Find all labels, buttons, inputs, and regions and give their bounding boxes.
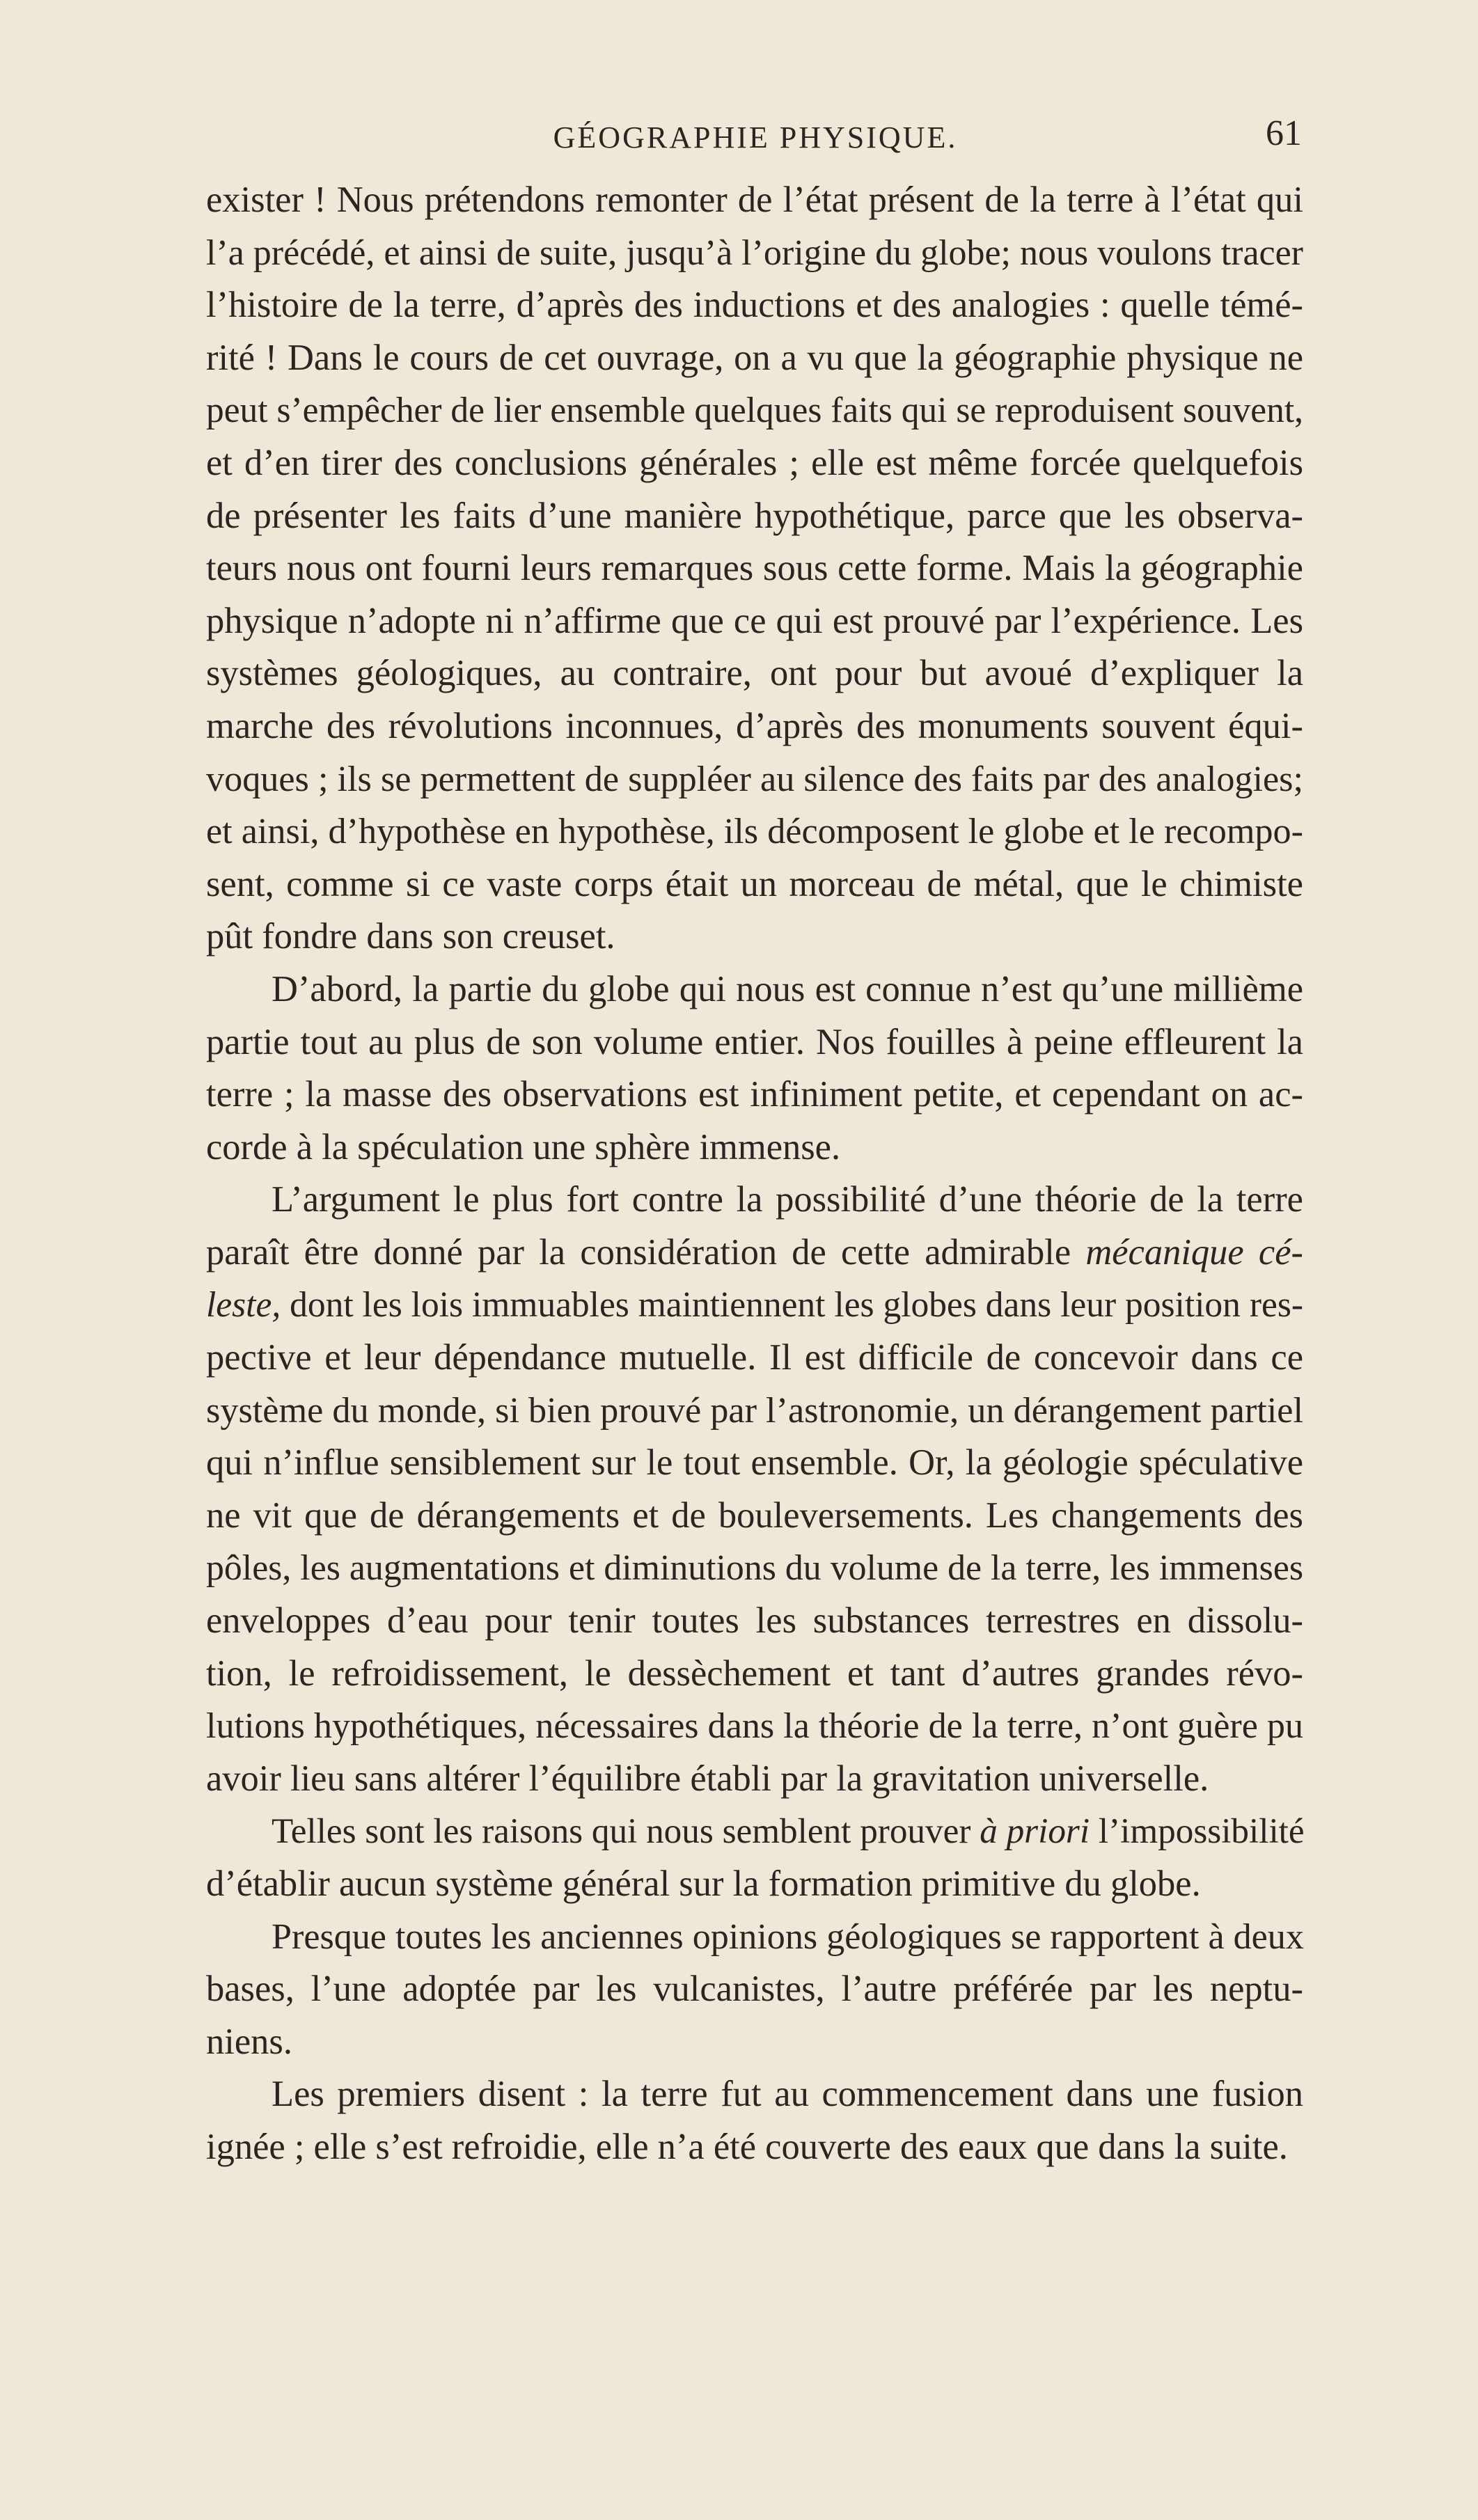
page-number: 61 — [1266, 113, 1302, 153]
paragraph-6 — [206, 2068, 1303, 2173]
text-line: et d’en tirer des conclusions générales ; elle est même forcée quelquefois — [206, 442, 1303, 483]
text-line: pôles, les augmentations et diminutions du volume de la terre, les immenses — [206, 1548, 1303, 1589]
text-line: enveloppes d’eau pour tenir toutes les substances terrestres en dissolu- — [206, 1600, 1303, 1641]
text-line: corde à la spéculation une sphère immense. — [206, 1126, 841, 1167]
text-line: l’histoire de la terre, d’après des inductions et des analogies : quelle témé- — [206, 285, 1303, 326]
text-line: qui n’influe sensiblement sur le tout ensemble. Or, la géologie spéculative — [206, 1442, 1303, 1483]
paragraph-1 — [206, 174, 1303, 963]
text-fragment: Telles sont les raisons qui nous semblent prouver — [272, 1811, 980, 1852]
text-fragment: paraît être donné par la considération de cette admirable — [206, 1231, 1086, 1273]
text-line: teurs nous ont fourni leurs remarques sous cette forme. Mais la géographie — [206, 548, 1303, 589]
text-line: exister ! Nous prétendons remonter de l’état présent de la terre à l’état qui — [206, 180, 1303, 220]
text-line: systèmes géologiques, au contraire, ont pour but avoué d’expliquer la — [206, 653, 1303, 694]
text-line: sent, comme si ce vaste corps était un morceau de métal, que le chimiste — [206, 863, 1303, 904]
italic-phrase: mécanique cé- — [1085, 1231, 1303, 1273]
text-line: d’établir aucun système général sur la formation primitive du globe. — [206, 1864, 1201, 1904]
text-line: peut s’empêcher de lier ensemble quelques faits qui se reproduisent souvent, — [206, 391, 1303, 431]
text-line — [206, 1805, 1303, 1858]
text-line — [206, 1227, 1303, 1279]
text-line: partie tout au plus de son volume entier. Nos fouilles à peine effleurent la — [206, 1021, 1303, 1062]
text-line: D’abord, la partie du globe qui nous est connue n’est qu’une millième — [272, 968, 1303, 1009]
text-line: niens. — [206, 2021, 292, 2062]
paragraph-4 — [206, 1805, 1303, 1910]
text-line: Presque toutes les anciennes opinions géologiques se rapportent à deux — [272, 1916, 1304, 1957]
running-head — [209, 113, 1302, 162]
text-line: et ainsi, d’hypothèse en hypothèse, ils décomposent le globe et le recompo- — [206, 811, 1303, 852]
text-line: rité ! Dans le cours de cet ouvrage, on a vu que la géographie physique ne — [206, 337, 1303, 378]
text-line: ignée ; elle s’est refroidie, elle n’a été couverte des eaux que dans la suite. — [206, 2126, 1288, 2167]
text-line: système du monde, si bien prouvé par l’astronomie, un dérangement partiel — [206, 1389, 1303, 1431]
italic-phrase: à priori — [980, 1811, 1090, 1852]
text-line: lutions hypothétiques, nécessaires dans la théorie de la terre, n’ont guère pu — [206, 1706, 1303, 1747]
running-title: GÉOGRAPHIE PHYSIQUE. — [553, 120, 958, 155]
text-line: pective et leur dépendance mutuelle. Il est difficile de concevoir dans ce — [206, 1337, 1303, 1378]
italic-phrase-continued: leste, — [206, 1285, 281, 1325]
body-text — [206, 174, 1303, 2174]
paragraph-3 — [206, 1174, 1303, 1805]
paragraph-2 — [206, 963, 1303, 1174]
text-line: pût fondre dans son creuset. — [206, 916, 615, 957]
text-line: L’argument le plus fort contre la possibilité d’une théorie de la terre — [272, 1179, 1303, 1220]
text-line: terre ; la masse des observations est infiniment petite, et cependant on ac- — [206, 1074, 1303, 1115]
text-line: l’a précédé, et ainsi de suite, jusqu’à l’origine du globe; nous voulons tracer — [206, 233, 1303, 273]
text-fragment: l’impossibilité — [1090, 1811, 1305, 1852]
text-line: voques ; ils se permettent de suppléer au silence des faits par des analogies; — [206, 758, 1303, 799]
text-line: Les premiers disent : la terre fut au commencement dans une fusion — [272, 2074, 1303, 2115]
text-line: avoir lieu sans altérer l’équilibre établi par la gravitation universelle. — [206, 1758, 1209, 1799]
text-line: physique n’adopte ni n’affirme que ce qui est prouvé par l’expérience. Les — [206, 600, 1303, 641]
text-line: bases, l’une adoptée par les vulcanistes, l’autre préférée par les neptu- — [206, 1969, 1303, 2010]
text-line: de présenter les faits d’une manière hypothétique, parce que les observa- — [206, 495, 1303, 536]
text-line — [206, 1279, 1303, 1332]
text-line: marche des révolutions inconnues, d’après des monuments souvent équi- — [206, 705, 1303, 746]
text-line: ne vit que de dérangements et de bouleversements. Les changements des — [206, 1495, 1303, 1536]
text-line: tion, le refroidissement, le dessèchement et tant d’autres grandes révo- — [206, 1653, 1303, 1694]
text-fragment: dont les lois immuables maintiennent les globes dans leur position res- — [281, 1285, 1303, 1325]
paragraph-5 — [206, 1911, 1303, 2069]
